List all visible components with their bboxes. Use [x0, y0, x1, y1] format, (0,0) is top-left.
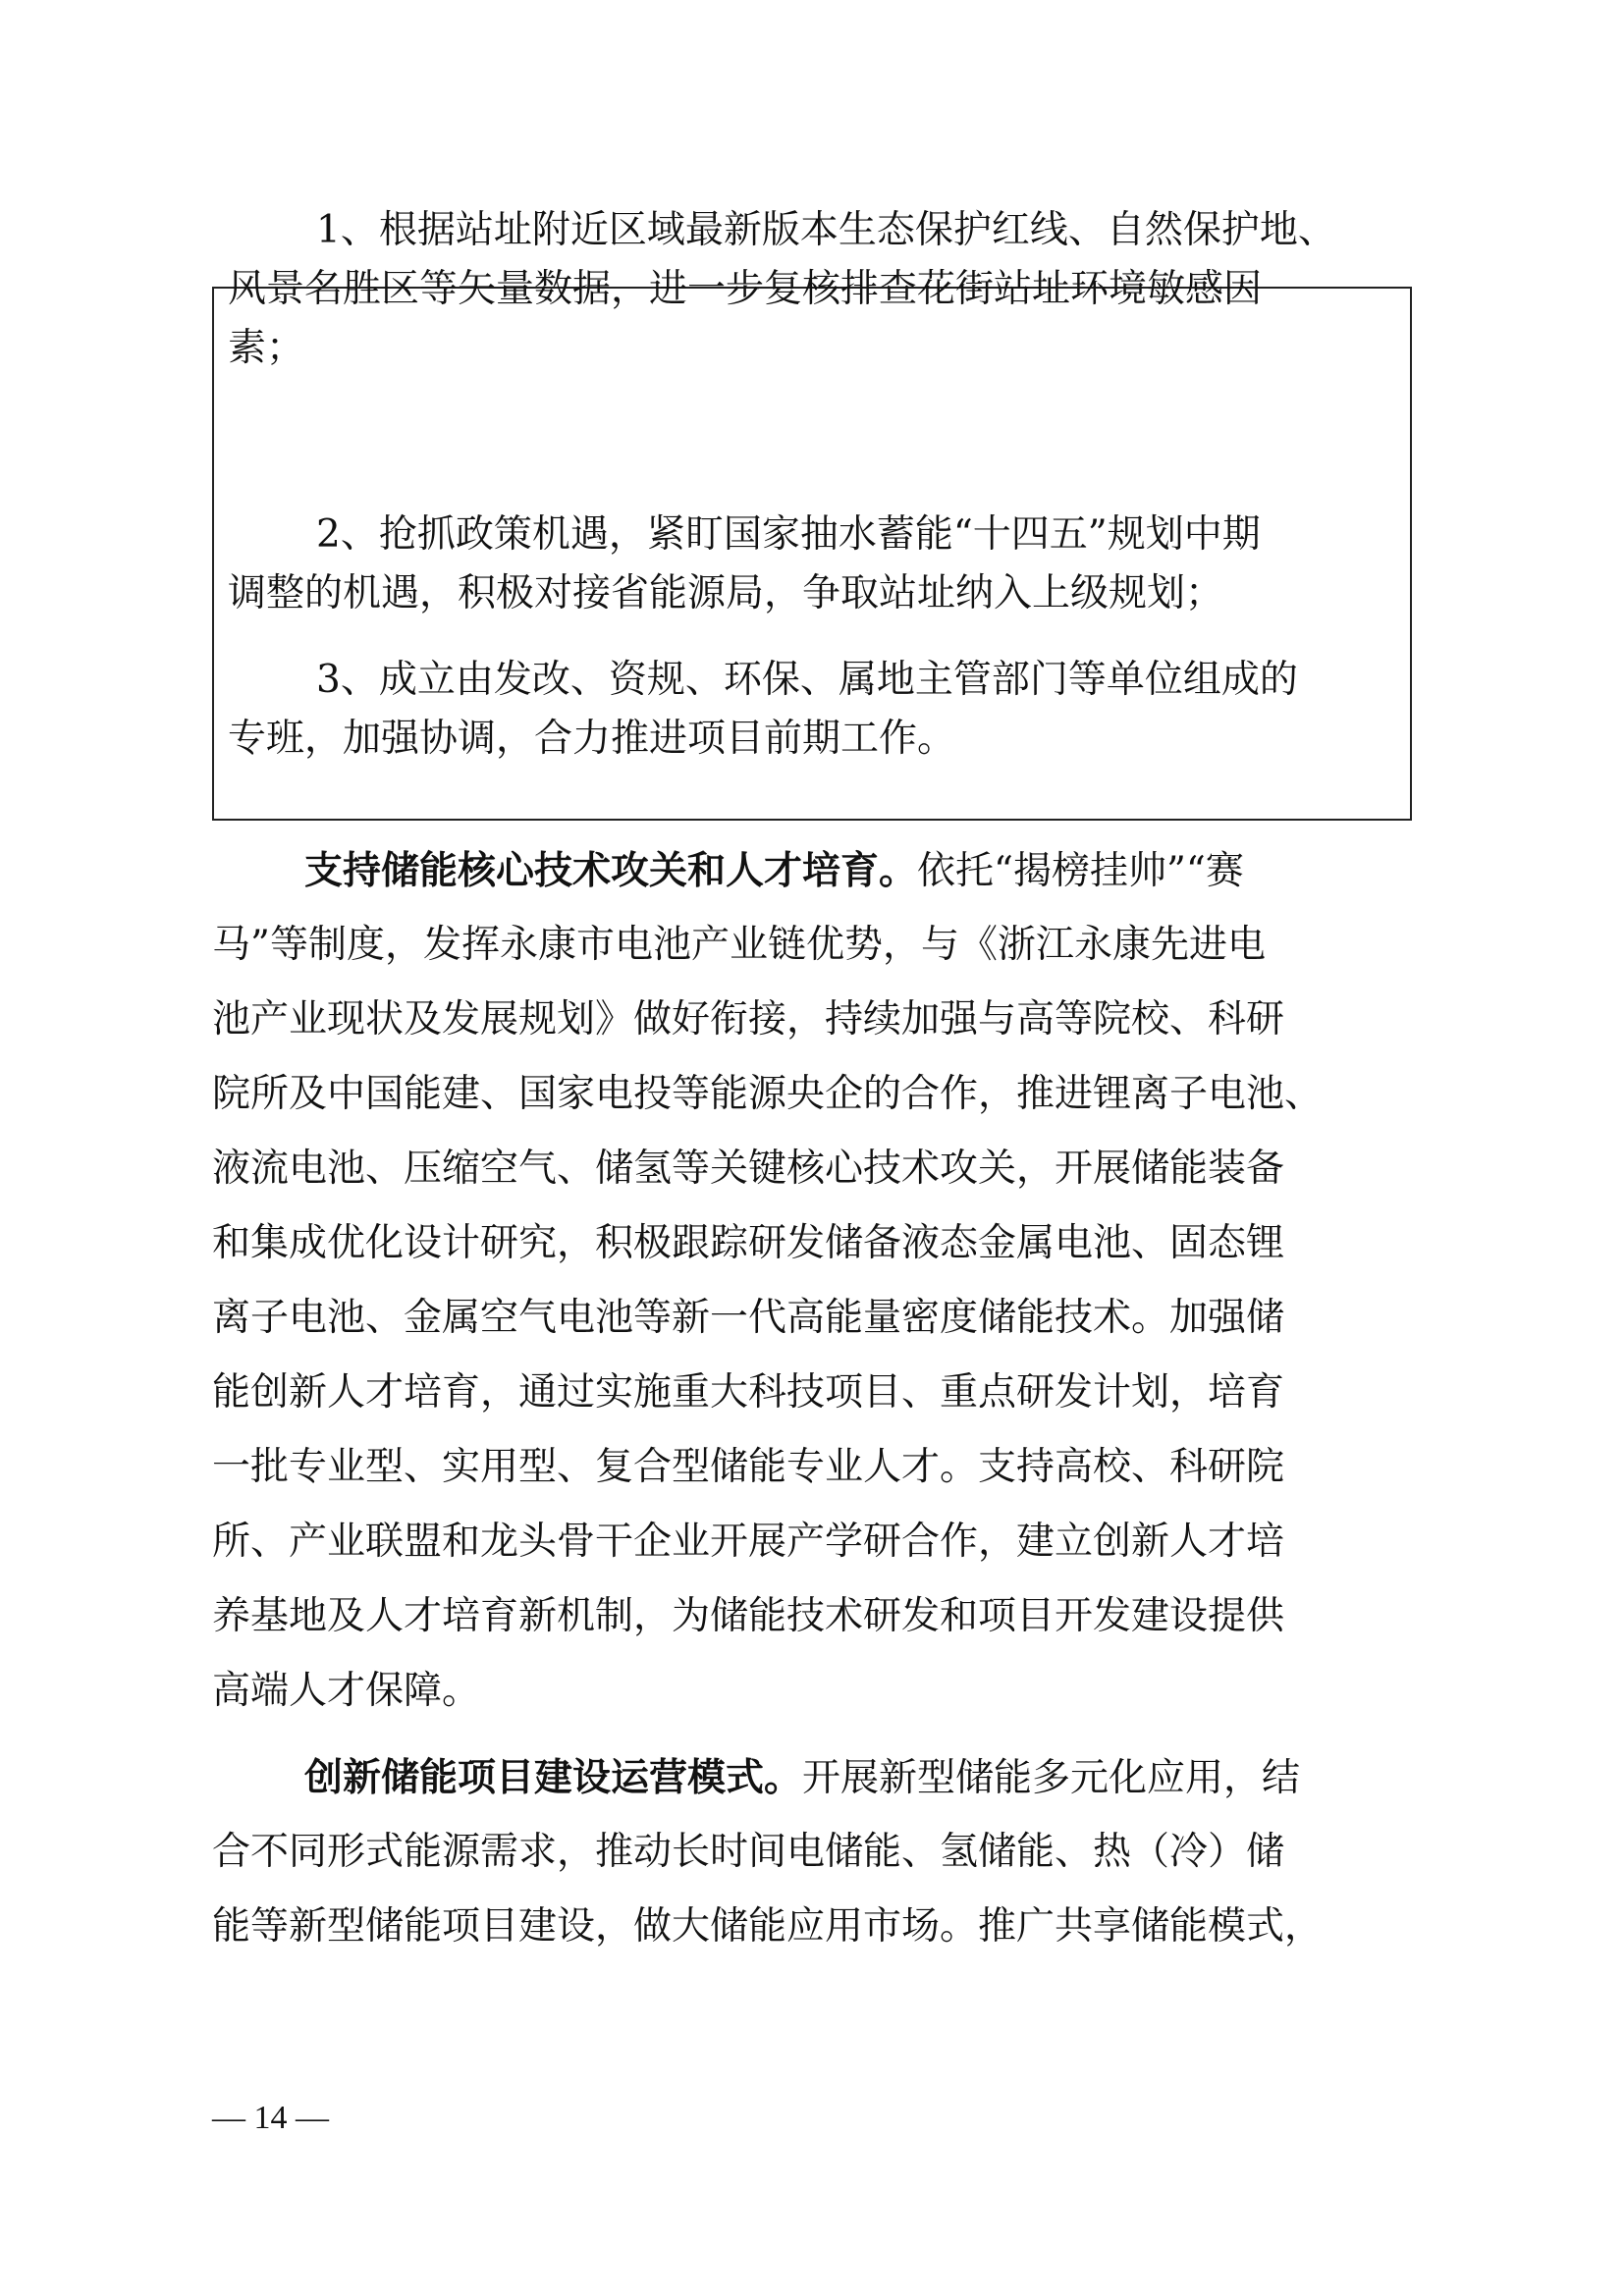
section-1-line: 高端人才保障。: [212, 1669, 481, 1713]
box-item-3-line-2: 专班，加强协调，合力推进项目前期工作。: [228, 717, 956, 761]
box-item-3-line-1: 3、成立由发改、资规、环保、属地主管部门等单位组成的: [316, 658, 1298, 702]
box-item-1-line-3: 素；: [228, 326, 305, 370]
section-1-first-line: [304, 846, 1244, 896]
section-1-line: 所、产业联盟和龙头骨干企业开展产学研合作，建立创新人才培: [212, 1520, 1285, 1564]
box-item-1-line-1: 1、根据站址附近区域最新版本生态保护红线、自然保护地、: [316, 208, 1336, 252]
section-1-line: 和集成优化设计研究，积极跟踪研发储备液态金属电池、固态锂: [212, 1221, 1285, 1265]
section-1-line: 离子电池、金属空气电池等新一代高能量密度储能技术。加强储: [212, 1296, 1285, 1340]
section-1-line: 液流电池、压缩空气、储氢等关键核心技术攻关，开展储能装备: [212, 1147, 1285, 1191]
section-1-line: 养基地及人才培育新机制，为储能技术研发和项目开发建设提供: [212, 1594, 1285, 1638]
section-1-line: 池产业现状及发展规划》做好衔接，持续加强与高等院校、科研: [212, 997, 1285, 1041]
page-number: — 14 —: [212, 2100, 329, 2136]
section-1-heading: 支持储能核心技术攻关和人才培育。: [304, 848, 918, 893]
section-2-first-line-text: 开展新型储能多元化应用，结: [802, 1756, 1301, 1800]
box-item-1-line-2: 风景名胜区等矢量数据，进一步复核排查花街站址环境敏感因: [228, 267, 1263, 311]
section-1-line: 能创新人才培育，通过实施重大科技项目、重点研发计划，培育: [212, 1370, 1285, 1415]
section-1-line: 马”等制度，发挥永康市电池产业链优势，与《浙江永康先进电: [212, 923, 1266, 967]
section-2-first-line: [304, 1753, 1300, 1803]
section-2-line: 合不同形式能源需求，推动长时间电储能、氢储能、热（冷）储: [212, 1830, 1285, 1874]
section-1-line: 一批专业型、实用型、复合型储能专业人才。支持高校、科研院: [212, 1445, 1285, 1489]
section-2-line: 能等新型储能项目建设，做大储能应用市场。推广共享储能模式，: [212, 1904, 1324, 1949]
box-item-2-line-1: 2、抢抓政策机遇，紧盯国家抽水蓄能“十四五”规划中期: [316, 512, 1261, 557]
section-1-line: 院所及中国能建、国家电投等能源央企的合作，推进锂离子电池、: [212, 1072, 1324, 1116]
section-2-heading: 创新储能项目建设运营模式。: [304, 1755, 803, 1800]
box-item-2-line-2: 调整的机遇，积极对接省能源局，争取站址纳入上级规划；: [228, 571, 1224, 615]
section-1-first-line-text: 依托“揭榜挂帅”“赛: [917, 849, 1244, 893]
